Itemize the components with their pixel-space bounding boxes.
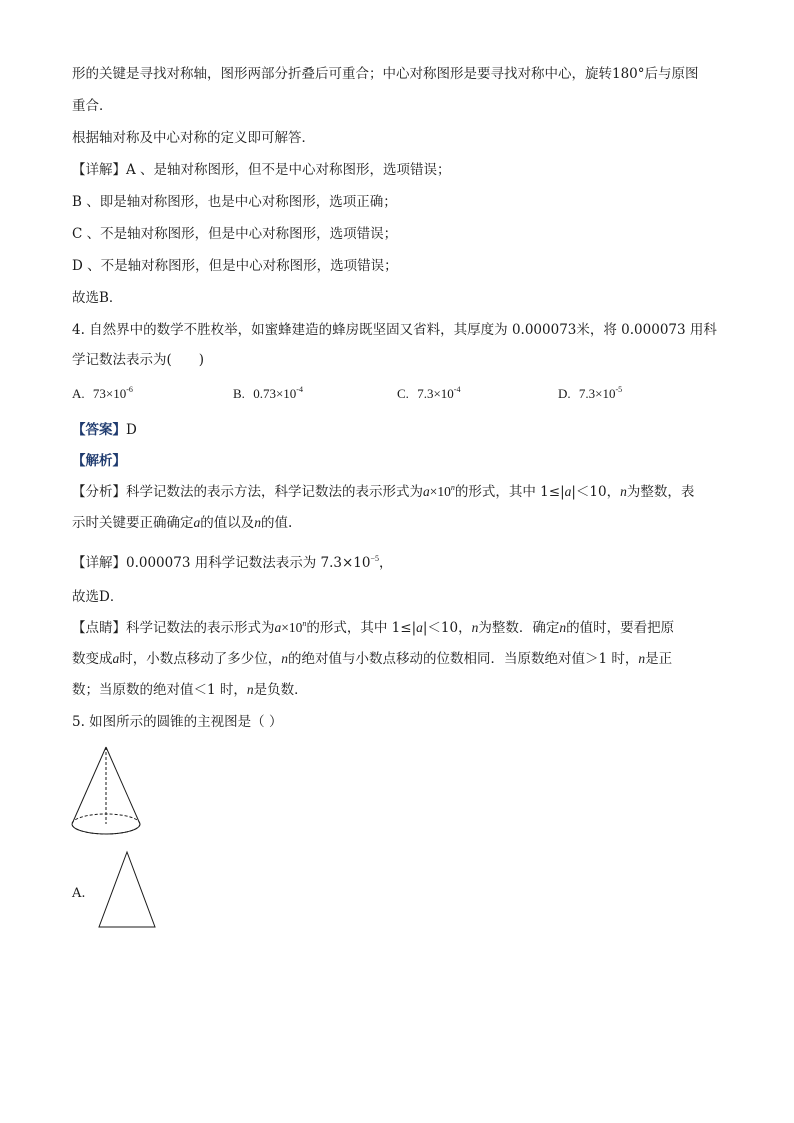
q4-stem-line-1: 4. 自然界中的数学不胜枚举，如蜜蜂建造的蜂房既坚固又省料，其厚度为 0.000073米，将 0.000073 用科 (72, 322, 717, 338)
cone-base-front (72, 824, 140, 834)
dianjing-text: |＜10， (422, 620, 472, 636)
triangle-shape (99, 852, 155, 927)
option-exponent: -4 (296, 385, 303, 394)
option-exponent: -5 (615, 385, 623, 394)
q4-fenxi-line-2 (72, 513, 292, 533)
detail-a-text: A 、是轴对称图形，但不是中心对称图形，选项错误； (126, 162, 451, 178)
dianjing-text: 数变成 (72, 651, 113, 667)
detail-text: ， (378, 555, 393, 571)
q4-option-d (558, 384, 622, 405)
option-letter: A. (72, 386, 85, 401)
fenxi-tag: 【分析】 (72, 484, 126, 500)
dianjing-text: 数；当原数的绝对值＜1 时， (72, 682, 247, 698)
cone-figure (68, 744, 148, 838)
dianjing-text: 时，小数点移动了多少位， (119, 651, 282, 667)
q5-option-a-label: A. (72, 886, 86, 901)
fenxi-text: 示时关键要正确确定 (72, 515, 194, 531)
q3-detail-c: C 、不是轴对称图形，但是中心对称图形，选项错误； (72, 226, 398, 242)
fenxi-text: 为整数，表 (626, 484, 695, 500)
dianjing-text: 是负数． (253, 682, 308, 698)
var-n: n (620, 484, 627, 499)
dianjing-text: 的绝对值与小数点移动的位数相同．当原数绝对值＞1 时， (288, 651, 639, 667)
option-exponent: -6 (126, 385, 133, 394)
option-value: 7.3×10 (417, 386, 454, 401)
option-letter: C. (397, 386, 409, 401)
option-value: 73×10 (92, 386, 127, 401)
detail-tag: 【详解】 (72, 162, 126, 178)
intro-line-1: 形的关键是寻找对称轴，图形两部分折叠后可重合；中心对称图形是要寻找对称中心，旋转180°后与原图 (72, 66, 699, 82)
option-value: 0.73×10 (253, 386, 297, 401)
var-a: a (416, 620, 423, 635)
option-exponent: -4 (453, 385, 461, 394)
intro-line-3: 根据轴对称及中心对称的定义即可解答． (72, 130, 315, 146)
detail-tag: 【详解】 (72, 555, 126, 571)
fenxi-text: |＜10， (571, 484, 621, 500)
fenxi-text: 科学记数法的表示方法，科学记数法的表示形式为 (126, 484, 423, 500)
option-letter: B. (233, 386, 245, 401)
var-a: a (193, 515, 201, 530)
q4-dianjing-line-1 (72, 618, 674, 638)
fenxi-text: 的值以及 (200, 515, 255, 531)
q4-choose: 故选D． (72, 589, 124, 605)
dianjing-text: 的值时，要看把原 (566, 620, 675, 636)
cone-side-left (72, 747, 106, 824)
var-a: a (564, 484, 572, 499)
dianjing-text: 的形式，其中 1≤| (306, 620, 417, 636)
cone-side-right (106, 747, 140, 824)
q4-option-a (72, 384, 133, 405)
q3-detail-a (72, 160, 451, 180)
var-n: n (246, 682, 254, 697)
q5-stem: 5. 如图所示的圆锥的主视图是（ ） (72, 714, 283, 730)
q4-dianjing-line-2 (72, 649, 672, 669)
dianjing-text: 为整数．确定 (478, 620, 560, 636)
answer-tag: 【答案】 (72, 422, 126, 438)
answer-value: D (126, 422, 137, 438)
option-letter: D. (558, 386, 571, 401)
q4-fenxi-line-1 (72, 482, 694, 502)
q4-option-b (233, 384, 303, 405)
var-n: n (302, 619, 307, 628)
var-n: n (471, 620, 479, 635)
intro-line-2: 重合． (72, 98, 113, 114)
math-text: ×10 (429, 484, 451, 499)
q4-dianjing-line-3 (72, 680, 308, 700)
option-value: 7.3×10 (578, 386, 616, 401)
dianjing-tag: 【点睛】 (72, 620, 126, 636)
var-n: n (450, 483, 455, 492)
dianjing-text: 是正 (645, 651, 673, 667)
q4-answer (72, 420, 137, 440)
fenxi-text: 的形式，其中 1≤| (454, 484, 565, 500)
detail-exponent: −5 (370, 554, 379, 563)
var-n: n (638, 651, 646, 666)
var-a: a (112, 651, 120, 666)
q4-option-c (397, 384, 460, 405)
math-text: ×10 (281, 620, 303, 635)
q3-detail-b: B 、即是轴对称图形，也是中心对称图形，选项正确； (72, 194, 397, 210)
var-n: n (281, 651, 288, 666)
analysis-tag: 【解析】 (72, 453, 126, 469)
detail-text: 0.000073 用科学记数法表示为 7.3×10 (126, 555, 371, 571)
q4-stem-line-2: 学记数法表示为( ) (72, 352, 205, 368)
q3-choose: 故选B． (72, 290, 123, 306)
fenxi-text: 的值. (261, 515, 293, 531)
var-n: n (254, 515, 261, 530)
q4-detail (72, 553, 392, 573)
q3-detail-d: D 、不是轴对称图形，但是中心对称图形，选项错误； (72, 258, 398, 274)
var-a: a (423, 484, 430, 499)
dianjing-text: 科学记数法的表示形式为 (126, 620, 275, 636)
var-n: n (559, 620, 567, 635)
var-a: a (274, 620, 282, 635)
q4-analysis-tag (72, 451, 126, 471)
triangle-figure (96, 850, 158, 930)
